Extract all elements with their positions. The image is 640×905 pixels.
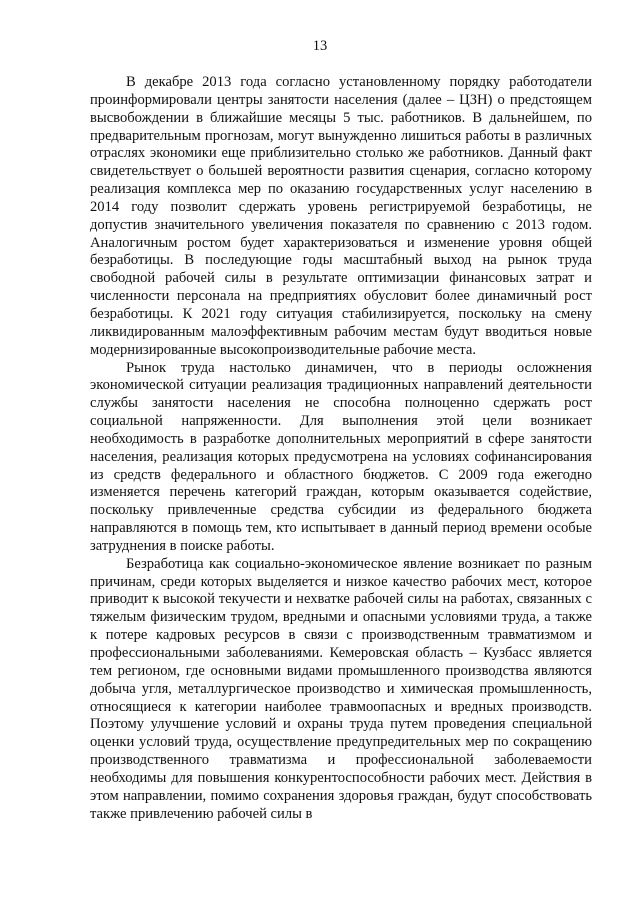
page-number: 13 <box>312 38 328 54</box>
body-text <box>90 74 592 823</box>
paragraph-2: Рынок труда настолько динамичен, что в периоды осложнения экономической ситуации реализация традиционных направлений деятельности службы занятости населения не способна полноценно сдержать рост социальной напряженности. Для выполнения этой цели возникает необходимость в разработке дополнительных мероприятий в сфере занятости населения, реализация которых предусмотрена на условиях софинансирования из средств федерального и областного бюджетов. С 2009 года ежегодно изменяется перечень категорий граждан, которым оказывается содействие, поскольку привлеченные средства субсидии из федерального бюджета направляются в помощь тем, кто испытывает в данный период времени особые затруднения в поиске работы. <box>90 359 592 554</box>
paragraph-3: Безработица как социально-экономическое явление возникает по разным причинам, среди которых выделяется и низкое качество рабочих мест, которое приводит к высокой текучести и нехватке рабочей силы на работах, связанных с тяжелым физическим трудом, вредными и опасными условиями труда, а также к потере кадровых ресурсов в связи с производственным травматизмом и профессиональными заболеваниями. Кемеровская область – Кузбасс является тем регионом, где основными видами промышленного производства являются добыча угля, металлургическое производство и химическая промышленность, относящиеся к категории наиболее травмоопасных и вредных производств. Поэтому улучшение условий и охраны труда путем проведения специальной оценки условий труда, осуществление предупредительных мер по сокращению производственного травматизма и профессиональной заболеваемости необходимы для повышения конкурентоспособности рабочих мест. Действия в этом направлении, помимо сохранения здоровья граждан, будут способствовать также привлечению рабочей силы в <box>90 555 592 822</box>
paragraph-1: В декабре 2013 года согласно установленному порядку работодатели проинформировали центры занятости населения (далее – ЦЗН) о предстоящем высвобождении в ближайшие месяцы 5 тыс. работников. В дальнейшем, по предварительным прогнозам, могут вынужденно лишиться работы в различных отраслях экономики еще приблизительно столько же работников. Данный факт свидетельствует о большей вероятности развития сценария, согласно которому реализация комплекса мер по оказанию государственных услуг населению в 2014 году позволит сдержать уровень регистрируемой безработицы, не допустив значительного увеличения показателя по сравнению с 2013 годом. Аналогичным ростом будет характеризоваться и изменение уровня общей безработицы. В последующие годы масштабный выход на рынок труда свободной рабочей силы в результате оптимизации финансовых затрат и численности персонала на предприятиях обусловит более динамичный рост безработицы. К 2021 году ситуация стабилизируется, поскольку на смену ликвидированным малоэффективным рабочим местам будут вводиться новые модернизированные высокопроизводительные рабочие места. <box>90 74 592 358</box>
